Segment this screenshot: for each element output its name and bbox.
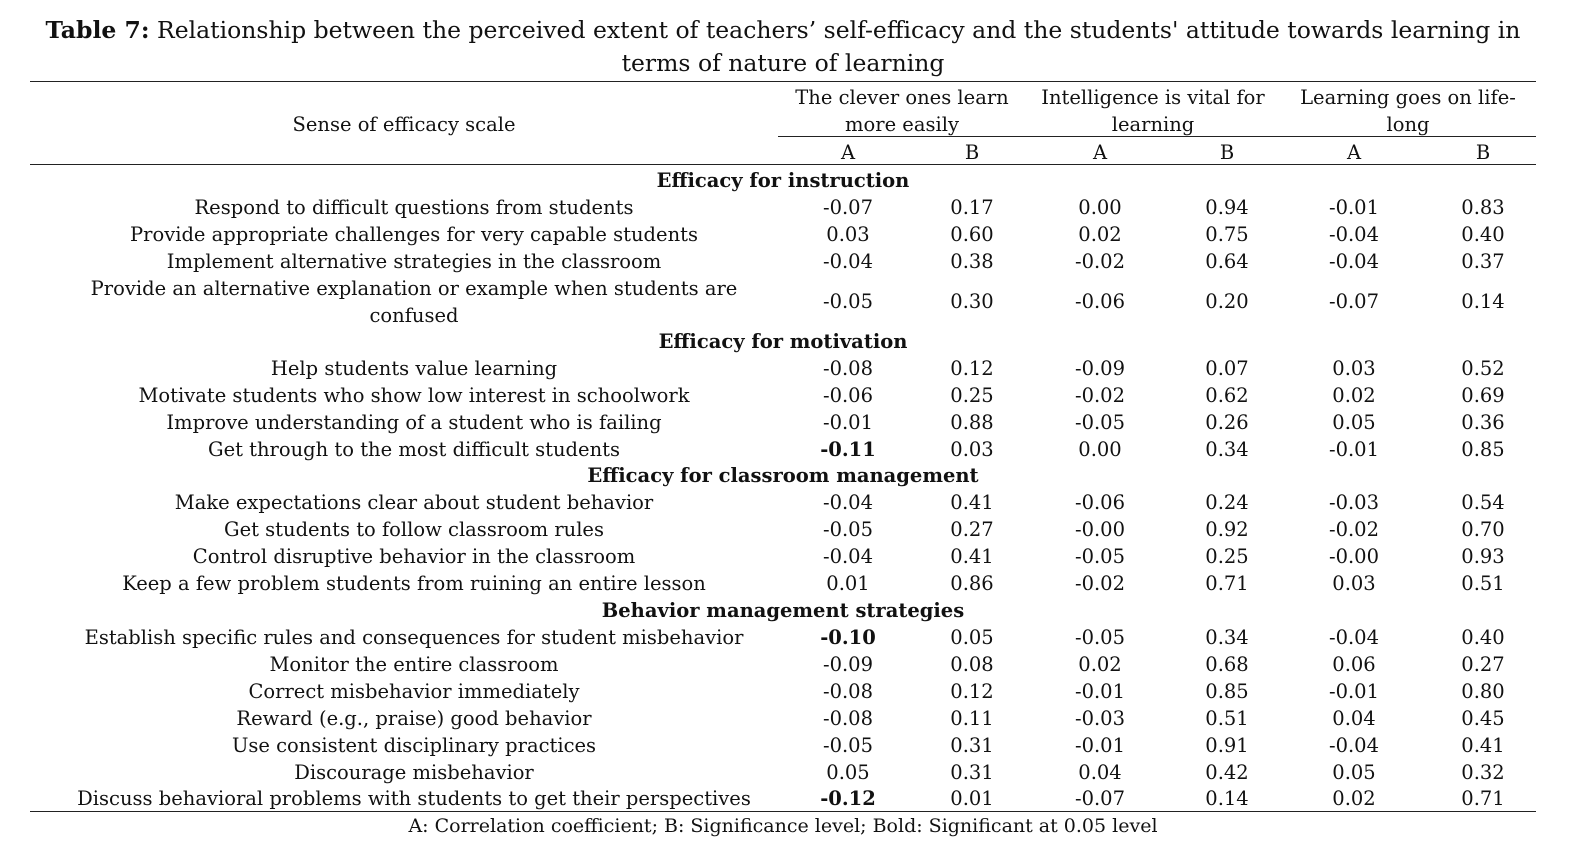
value-cell: -0.04 [1328, 626, 1380, 649]
value-cell: 0.31 [950, 733, 994, 757]
value-cell: -0.05 [1074, 410, 1126, 434]
value-cell: 0.25 [950, 383, 994, 407]
value-cell: 0.01 [826, 571, 870, 595]
value-cell: 0.54 [1461, 491, 1505, 514]
value-cell: -0.00 [1074, 517, 1126, 541]
value-cell: -0.00 [1328, 544, 1380, 568]
value-cell: 0.92 [1205, 517, 1249, 541]
value-cell: 0.45 [1461, 706, 1505, 730]
value-cell: 0.68 [1205, 652, 1249, 676]
value-cell: 0.36 [1461, 410, 1505, 434]
value-cell: 0.94 [1205, 196, 1249, 219]
value-cell: -0.03 [1328, 491, 1380, 514]
table-caption [30, 14, 1536, 80]
value-cell: 0.60 [950, 222, 994, 246]
value-cell: -0.01 [1328, 437, 1380, 461]
value-cell: 0.37 [1461, 249, 1505, 273]
value-cell: 0.01 [950, 787, 994, 811]
value-cell: -0.05 [822, 290, 874, 314]
value-cell: 0.83 [1461, 196, 1505, 219]
value-cell: -0.01 [1328, 196, 1380, 219]
value-cell: 0.27 [1461, 652, 1505, 676]
header-sub-b3: B [1475, 141, 1491, 164]
value-cell: 0.04 [1078, 760, 1122, 784]
section-title: Efficacy for classroom management [587, 464, 979, 487]
row-label: Implement alternative strategies in the classroom [166, 249, 662, 273]
value-cell: 0.51 [1205, 706, 1249, 730]
row-label: Help students value learning [270, 357, 558, 380]
value-cell: 0.03 [950, 437, 994, 461]
row-label: Monitor the entire classroom [269, 652, 559, 676]
value-cell: 0.27 [950, 517, 994, 541]
value-cell: -0.06 [1074, 491, 1126, 514]
row-label: Use consistent disciplinary practices [231, 733, 597, 757]
value-cell: 0.03 [1332, 571, 1376, 595]
value-cell: 0.71 [1205, 571, 1249, 595]
value-cell: 0.91 [1205, 733, 1249, 757]
value-cell: -0.04 [822, 544, 874, 568]
value-cell: -0.04 [822, 491, 874, 514]
value-cell: -0.08 [822, 679, 874, 703]
value-cell: 0.26 [1205, 410, 1249, 434]
value-cell: -0.05 [1074, 544, 1126, 568]
value-cell: 0.14 [1205, 787, 1249, 811]
value-cell: -0.12 [820, 787, 876, 811]
value-cell: 0.70 [1461, 517, 1505, 541]
header-group-intelligence: Intelligence is vital for learning [1041, 86, 1265, 136]
value-cell: 0.02 [1078, 652, 1122, 676]
value-cell: -0.04 [1328, 733, 1380, 757]
value-cell: 0.85 [1205, 679, 1249, 703]
row-label: Keep a few problem students from ruining an entire lesson [122, 571, 706, 595]
value-cell: 0.02 [1332, 787, 1376, 811]
row-label: Control disruptive behavior in the classroom [192, 544, 636, 568]
value-cell: 0.38 [950, 249, 994, 273]
value-cell: 0.41 [950, 491, 994, 514]
row-label: Get through to the most difficult students [208, 437, 620, 461]
value-cell: 0.34 [1205, 437, 1249, 461]
value-cell: -0.01 [1074, 733, 1126, 757]
table-footnote: A: Correlation coefficient; B: Significance level; Bold: Significant at 0.05 level [408, 815, 1158, 837]
value-cell: 0.05 [826, 760, 870, 784]
value-cell: 0.05 [950, 626, 994, 649]
value-cell: 0.00 [1078, 437, 1122, 461]
rule-top [30, 81, 1536, 82]
value-cell: -0.02 [1328, 517, 1380, 541]
value-cell: -0.11 [820, 437, 876, 461]
value-cell: -0.05 [1074, 626, 1126, 649]
value-cell: -0.05 [822, 517, 874, 541]
value-cell: 0.14 [1461, 290, 1505, 314]
row-label: Make expectations clear about student behavior [174, 491, 654, 514]
value-cell: 0.02 [1078, 222, 1122, 246]
value-cell: 0.41 [950, 544, 994, 568]
header-scale-label: Sense of efficacy scale [292, 113, 516, 136]
row-label: Motivate students who show low interest in schoolwork [138, 383, 690, 407]
header-sub-b2: B [1219, 141, 1235, 164]
value-cell: -0.04 [1328, 249, 1380, 273]
value-cell: -0.04 [822, 249, 874, 273]
header-sub-b1: B [964, 141, 980, 164]
value-cell: 0.80 [1461, 679, 1505, 703]
value-cell: -0.01 [1328, 679, 1380, 703]
value-cell: 0.51 [1461, 571, 1505, 595]
value-cell: 0.07 [1205, 357, 1249, 380]
value-cell: -0.01 [1074, 679, 1126, 703]
value-cell: -0.10 [820, 626, 876, 649]
value-cell: -0.04 [1328, 222, 1380, 246]
value-cell: -0.06 [822, 383, 874, 407]
header-sub-a3: A [1346, 141, 1362, 164]
value-cell: -0.02 [1074, 571, 1126, 595]
value-cell: 0.42 [1205, 760, 1249, 784]
value-cell: 0.31 [950, 760, 994, 784]
value-cell: -0.09 [822, 652, 874, 676]
value-cell: 0.12 [950, 357, 994, 380]
value-cell: 0.00 [1078, 196, 1122, 219]
value-cell: 0.02 [1332, 383, 1376, 407]
value-cell: 0.03 [1332, 357, 1376, 380]
value-cell: -0.02 [1074, 383, 1126, 407]
value-cell: 0.05 [1332, 410, 1376, 434]
value-cell: 0.05 [1332, 760, 1376, 784]
value-cell: -0.02 [1074, 249, 1126, 273]
row-label: Correct misbehavior immediately [248, 679, 580, 703]
section-title: Efficacy for instruction [656, 169, 910, 192]
value-cell: -0.06 [1074, 290, 1126, 314]
value-cell: -0.07 [822, 196, 874, 219]
header-sub-a1: A [840, 141, 856, 164]
row-label: Establish specific rules and consequences for student misbehavior [84, 626, 744, 649]
value-cell: 0.40 [1461, 222, 1505, 246]
value-cell: -0.07 [1074, 787, 1126, 811]
value-cell: 0.40 [1461, 626, 1505, 649]
value-cell: 0.11 [950, 706, 994, 730]
row-label: Provide appropriate challenges for very capable students [130, 222, 698, 246]
value-cell: 0.24 [1205, 491, 1249, 514]
value-cell: 0.25 [1205, 544, 1249, 568]
value-cell: -0.09 [1074, 357, 1126, 380]
value-cell: 0.75 [1205, 222, 1249, 246]
section-title: Behavior management strategies [601, 599, 965, 622]
value-cell: 0.12 [950, 679, 994, 703]
value-cell: 0.64 [1205, 249, 1249, 273]
value-cell: -0.08 [822, 706, 874, 730]
rule-header-bottom [30, 164, 1536, 165]
row-label: Discourage misbehavior [294, 760, 534, 784]
value-cell: 0.62 [1205, 383, 1249, 407]
value-cell: 0.71 [1461, 787, 1505, 811]
value-cell: 0.32 [1461, 760, 1505, 784]
row-label: Reward (e.g., praise) good behavior [236, 706, 592, 730]
value-cell: 0.88 [950, 410, 994, 434]
value-cell: 0.41 [1461, 733, 1505, 757]
value-cell: 0.30 [950, 290, 994, 314]
row-label: Get students to follow classroom rules [224, 517, 604, 541]
value-cell: 0.85 [1461, 437, 1505, 461]
table-label: Table 7: [45, 16, 150, 44]
value-cell: 0.52 [1461, 357, 1505, 380]
value-cell: 0.17 [950, 196, 994, 219]
value-cell: -0.03 [1074, 706, 1126, 730]
row-label: Discuss behavioral problems with students to get their perspectives [77, 787, 751, 811]
value-cell: -0.08 [822, 357, 874, 380]
value-cell: 0.69 [1461, 383, 1505, 407]
table-title: Relationship between the perceived extent of teachers’ self-efficacy and the students' attitude towards learning in terms of nature of learning [157, 16, 1521, 77]
value-cell: 0.03 [826, 222, 870, 246]
row-label: Provide an alternative explanation or example when students are confused [90, 276, 738, 327]
value-cell: -0.01 [822, 410, 874, 434]
value-cell: 0.86 [950, 571, 994, 595]
row-label: Improve understanding of a student who is failing [166, 410, 662, 434]
value-cell: -0.05 [822, 733, 874, 757]
header-group-clever: The clever ones learn more easily [795, 86, 1009, 136]
value-cell: 0.08 [950, 652, 994, 676]
value-cell: 0.93 [1461, 544, 1505, 568]
section-title: Efficacy for motivation [658, 330, 908, 353]
value-cell: 0.34 [1205, 626, 1249, 649]
value-cell: -0.07 [1328, 290, 1380, 314]
value-cell: 0.20 [1205, 290, 1249, 314]
value-cell: 0.06 [1332, 652, 1376, 676]
row-label: Respond to difficult questions from students [194, 196, 634, 219]
value-cell: 0.04 [1332, 706, 1376, 730]
header-group-lifelong: Learning goes on life-long [1300, 86, 1516, 136]
header-sub-a2: A [1092, 141, 1108, 164]
